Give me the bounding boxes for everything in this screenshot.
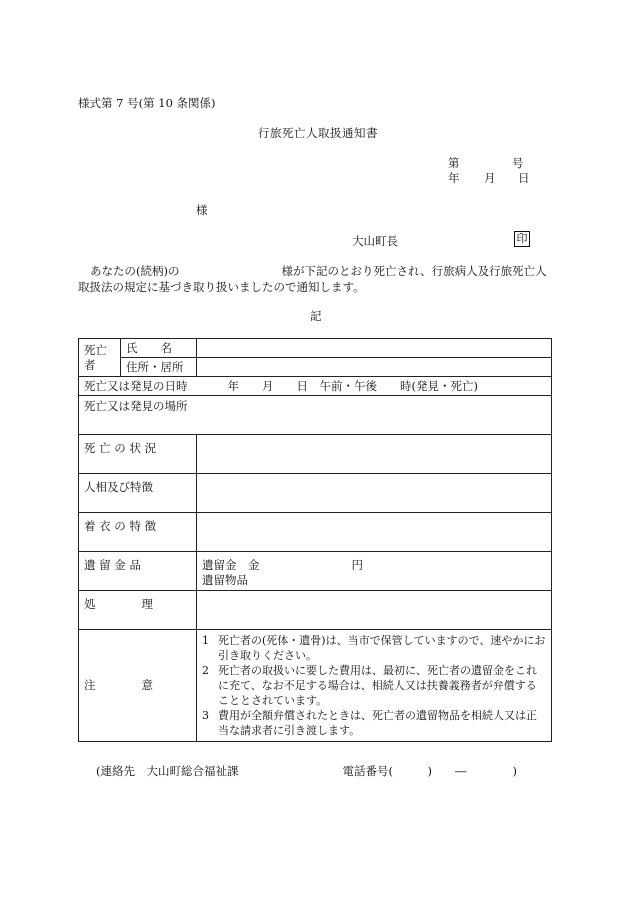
date-day: 日	[518, 171, 530, 185]
clothing-label: 着 衣 の 特 徴	[79, 513, 197, 552]
table-row	[79, 552, 552, 591]
document-title: 行旅死亡人取扱通知書	[258, 126, 378, 140]
intro-paragraph	[78, 263, 558, 295]
datetime-value: 年 月 日 午前・午後 時(発見・死亡)	[227, 378, 478, 393]
clothing-field	[197, 513, 552, 552]
datetime-label: 死亡又は発見の日時	[84, 378, 188, 393]
address-field	[197, 358, 552, 377]
note-number: 2	[202, 664, 209, 677]
table-row	[79, 339, 552, 358]
number-prefix: 第	[448, 156, 460, 170]
deceased-label: 死亡者	[79, 339, 121, 377]
place-label: 死亡又は発見の場所	[79, 396, 552, 435]
phone-number: 電話番号( ) ― )	[342, 764, 517, 778]
money-line2: 遺留物品	[202, 573, 248, 587]
note-number: 1	[202, 634, 209, 647]
features-field	[197, 474, 552, 513]
note-item	[202, 633, 546, 663]
date-line	[448, 170, 530, 186]
situation-label: 死 亡 の 状 況	[79, 435, 197, 474]
table-row	[79, 396, 552, 435]
document-number-line	[448, 155, 524, 171]
table-row	[79, 591, 552, 630]
note-item	[202, 663, 546, 708]
table-row	[79, 474, 552, 513]
disposal-label: 処 理	[79, 591, 197, 630]
number-suffix: 号	[512, 156, 524, 170]
note-text: 費用が全額弁償されたときは、死亡者の遺留物品を相続人又は正当な請求者に引き渡します。	[218, 709, 537, 737]
table-row	[79, 435, 552, 474]
money-label: 遺 留 金 品	[79, 552, 197, 591]
note-text: 死亡者の取扱いに要した費用は、最初に、死亡者の遺留金をこれに充て、なお不足する場合は、相続人又は扶養義務者が弁償することとされています。	[218, 664, 537, 707]
features-label: 人相及び特徴	[79, 474, 197, 513]
money-field	[197, 552, 552, 591]
details-table	[78, 338, 552, 742]
date-year: 年	[448, 171, 460, 185]
date-month: 月	[484, 171, 496, 185]
seal-mark: 印	[514, 231, 530, 247]
notes-list	[197, 630, 552, 742]
name-label: 氏 名	[121, 339, 197, 358]
form-number: 様式第 7 号(第 10 条関係)	[78, 96, 216, 110]
table-row	[79, 358, 552, 377]
table-row	[79, 630, 552, 742]
intro-part1: あなたの(続柄)の	[90, 264, 180, 278]
contact-office: (連絡先 大山町総合福祉課	[96, 764, 239, 778]
notes-label: 注 意	[79, 630, 197, 742]
note-number: 3	[202, 709, 209, 722]
addressee: 様	[196, 203, 208, 217]
note-text: 死亡者の(死体・遺骨)は、当市で保管していますので、速やかにお引き取りください。	[218, 634, 546, 662]
issuer-name: 大山町長	[352, 234, 398, 248]
intro-part2: 様が下記のとおり死亡され、行旅病人及行旅死亡人取扱法の規定に基づき取り扱いましたので通知します。	[78, 264, 547, 294]
table-row	[79, 377, 552, 396]
disposal-field	[197, 591, 552, 630]
note-item	[202, 708, 546, 738]
address-label: 住所・居所	[121, 358, 197, 377]
table-row	[79, 513, 552, 552]
footer-contact-line	[96, 763, 517, 779]
name-field	[197, 339, 552, 358]
money-line1: 遺留金 金 円	[202, 558, 363, 572]
ki-heading: 記	[310, 309, 322, 323]
datetime-row	[79, 377, 552, 396]
situation-field	[197, 435, 552, 474]
